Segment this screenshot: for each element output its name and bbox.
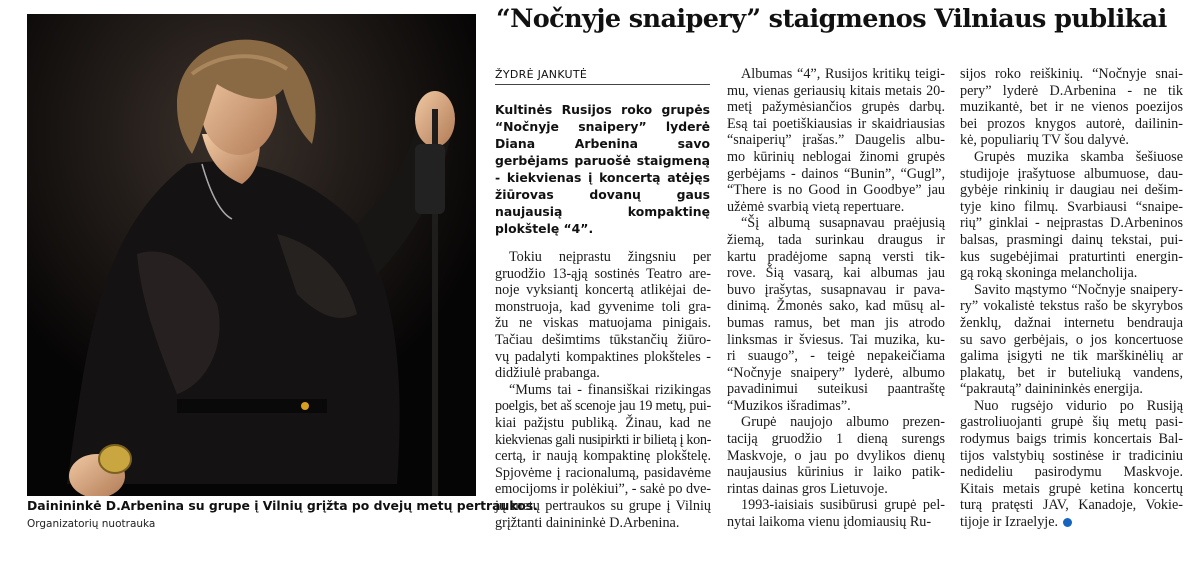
text-line: dinimą. Žmonės sako, kad mūsų al- <box>727 298 945 315</box>
text-line: Grupė naujojo albumo prezen- <box>741 414 945 431</box>
text-line: kiekvienas gali nusipirkti ir bilietą į kon- <box>495 431 711 448</box>
text-line: kė, populiarių TV šou dalyvė. <box>960 132 1129 149</box>
text-line: galima įsigyti ne tik marškinėlių ar <box>960 348 1183 365</box>
text-line: rintas dainas gros Lietuvoje. <box>727 480 888 497</box>
paragraph <box>960 282 1183 398</box>
text-line: Spjovėme į racionalumą, pasidavėme <box>495 464 711 481</box>
text-line: Maskvoje, o jau po dvylikos dienų <box>727 447 945 464</box>
text-line: mo kūrinių neblogai žinomi grupės <box>727 148 945 165</box>
text-line: kus sugebėjimai praturtinti energin- <box>960 248 1183 265</box>
paragraph <box>727 215 945 414</box>
text-line: gą roką skoninga melancholija. <box>960 265 1138 282</box>
text-column-2 <box>727 66 945 531</box>
text-line: “pakrautą” dainininkės energija. <box>960 381 1143 398</box>
text-line: didžiulė prabanga. <box>495 365 600 382</box>
text-line: žu ne viskas matuojama pinigais. <box>495 315 711 332</box>
text-line: Savito mąstymo “Nočnyje snaipery- <box>974 281 1183 298</box>
text-line: buvo įrašytas, susapnavau ir pava- <box>727 281 945 298</box>
text-column-1 <box>495 249 711 531</box>
text-line: plakatų, bet ir buteliuką vandens, <box>960 364 1183 381</box>
text-line: tijos valstybių sostinėse ir tradiciniu <box>960 447 1183 464</box>
text-line: studijoje įrašytuose albumuose, dau- <box>960 165 1183 182</box>
article-byline: ŽYDRĖ JANKUTĖ <box>495 68 588 81</box>
text-line: Tačiau dešimtims tūkstančių žiūro- <box>495 331 711 348</box>
text-line: bei prozos knygos autorė, dailinin- <box>960 115 1183 132</box>
text-line: Albumas “4”, Rusijos kritikų teigi- <box>741 66 945 82</box>
paragraph <box>727 497 945 530</box>
text-line: taciją gruodžio 1 dieną surengs <box>727 431 945 448</box>
article-headline: “Nočnyje snaipery” staigmenos Vilniaus publikai <box>496 4 1167 34</box>
article-end-icon <box>1063 518 1072 527</box>
text-line: kiai pažįstu publiką. Žinau, kad ne <box>495 414 711 431</box>
text-line: Grupės muzika skamba šešiuose <box>974 148 1183 165</box>
text-line: kartu pradėjome sapną versti tik- <box>727 248 945 265</box>
text-line: muzikantė, bet ir ne vienos poezijos <box>960 99 1183 116</box>
text-line: “snaiperių” įrašas.” Daugelis albu- <box>727 132 945 149</box>
text-line: poelgis, bet aš scenoje jau 19 metų, pui- <box>495 398 711 415</box>
text-line: ženklų, dažnai internetu bendrauja <box>960 314 1183 331</box>
text-line: ry” vokalistė tekstus rašo be skyrybos <box>960 298 1183 315</box>
text-line: Nuo rugsėjo vidurio po Rusiją <box>974 397 1183 414</box>
text-line: žiemą, tada surinkau draugus ir <box>727 231 945 248</box>
text-line: emocijoms ir polėkiui”, - sakė po dve- <box>495 481 711 498</box>
text-line: Esą tai poetiškiausias ir skaidriausias <box>727 115 945 132</box>
text-line: certą, ir naują kompaktinę plokštelę. <box>495 448 711 465</box>
text-line: gybėje rinkinių ir daugiau nei dešim- <box>960 182 1183 199</box>
text-line: “Šį albumą susapnavau praėjusią <box>741 215 945 232</box>
text-line: “Nočnyje snaipery” lyderė, albumo <box>727 364 945 381</box>
article-lead: Kultinės Rusijos roko grupės “Nočnyje snaipery” lyderė Diana Arbenina savo gerbėjams paruošė staigmeną - kiekvienas į koncertą atėjęs žiūrovas dovanų gaus naujausią kompaktinę plokštelę “4”. <box>495 102 710 236</box>
text-line: “Mums tai - finansiškai rizikingas <box>509 381 711 398</box>
paragraph <box>960 149 1183 282</box>
byline-divider <box>495 84 710 85</box>
text-line: turą pratęsti JAV, Kanadoje, Vokie- <box>960 497 1183 514</box>
text-line: gruodžio 13-ąją sostinės Teatro are- <box>495 265 711 282</box>
text-line: užėmė svarbią vietą repertuare. <box>727 198 905 215</box>
text-line: “There is no Good in Goodbye” jau <box>727 182 945 199</box>
text-line: bumas ramus, bet man jis atrodo <box>727 314 945 331</box>
paragraph <box>495 382 711 531</box>
text-line: jų metų pertraukos su grupe į Vilnių <box>495 497 711 514</box>
text-line: ri suaugo”, - teigė nepakeičiama <box>727 348 945 365</box>
text-column-3 <box>960 66 1183 531</box>
paragraph <box>727 66 945 215</box>
text-line: Kitais metais grupė ketina koncertų <box>960 480 1183 497</box>
paragraph <box>960 66 1183 149</box>
text-line: gerbėjams - dainos “Bunin”, “Gugl”, <box>727 165 945 182</box>
text-line: rodymus baigs trimis koncertais Bal- <box>960 431 1183 448</box>
text-line: 1993-iaisiais susibūrusi grupė pel- <box>741 497 945 514</box>
text-line: rių” ginklai - neįprastas D.Arbeninos <box>960 215 1183 232</box>
text-line: Tokiu neįprastu žingsniu per <box>509 249 711 265</box>
text-line: tyje kino filmų. Svarbiausi “snaipe- <box>960 198 1183 215</box>
text-line: linksmas ir šviesus. Tai muzika, ku- <box>727 331 945 348</box>
text-line: pery” lyderė D.Arbenina - ne tik <box>960 82 1183 99</box>
text-line: rove. Šią vasarą, kai albumas jau <box>727 265 945 282</box>
text-line: metį pažymėsiančios grupės darbų. <box>727 99 945 116</box>
text-line: gastroliuojanti grupė šių metų pasi- <box>960 414 1183 431</box>
text-line: monstruoja, kad gyvenime toli gra- <box>495 298 711 315</box>
text-line: nedideliu pasirodymu Maskvoje. <box>960 464 1183 481</box>
text-line: mu, vienas geriausių kitais metais 20- <box>727 82 945 99</box>
text-line: nytai laikoma vienu įdomiausių Ru- <box>727 514 932 531</box>
text-line: naujausius kūrinius ir laiko patik- <box>727 464 945 481</box>
text-line: pavadinimui suteikusi paantraštę <box>727 381 945 398</box>
text-line: su savo gerbėjais, o jos koncertuose <box>960 331 1183 348</box>
text-line: tijoje ir Izraelyje. <box>960 514 1183 531</box>
text-line: sijos roko reiškinių. “Nočnyje snai- <box>960 66 1183 82</box>
photo-caption: Dainininkė D.Arbenina su grupe į Vilnių grįžta po dvejų metų pertraukos. <box>27 498 538 513</box>
singer-silhouette <box>27 14 476 496</box>
text-line: noje vyksiantį koncertą atlikėjai de- <box>495 282 711 299</box>
photo-credit: Organizatorių nuotrauka <box>27 518 156 530</box>
paragraph <box>960 398 1183 531</box>
text-line: grįžtanti dainininkė D.Arbenina. <box>495 514 680 531</box>
text-line: “Muzikos išradimas”. <box>727 397 851 414</box>
concert-photo <box>27 14 476 496</box>
paragraph <box>727 414 945 497</box>
text-line: vų padalyti kompaktines plokšteles - <box>495 348 711 365</box>
text-line: balsas, prasmingi dainų tekstai, pui- <box>960 231 1183 248</box>
paragraph <box>495 249 711 382</box>
